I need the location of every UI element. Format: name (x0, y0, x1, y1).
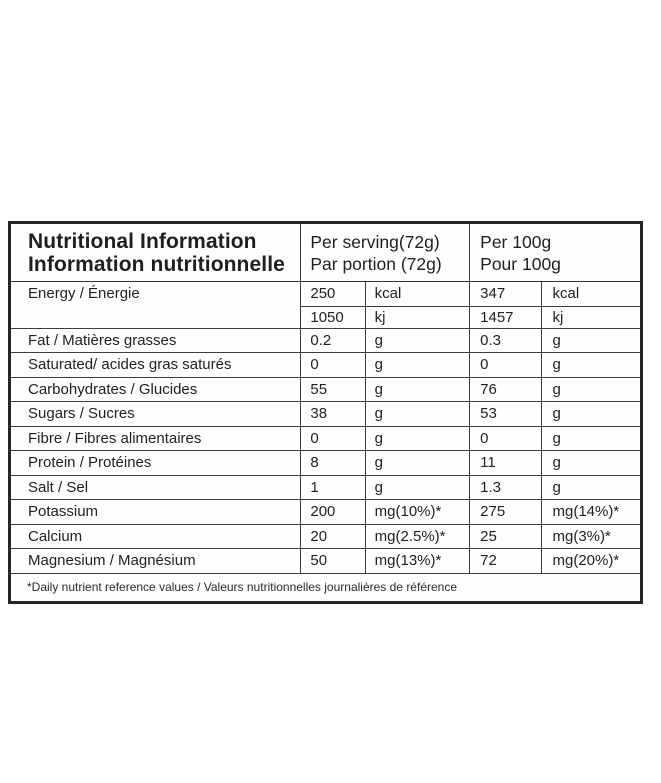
serving-unit: g (365, 426, 470, 451)
nutrient-row (10, 524, 642, 549)
per-100g-line-fr: Pour 100g (480, 253, 561, 274)
serving-value: 50 (301, 549, 365, 574)
per100-unit: mg(3%)* (542, 524, 642, 549)
nutrient-label: Magnesium / Magnésium (10, 549, 301, 574)
footnote-row (10, 573, 642, 602)
per100-value: 1457 (470, 306, 542, 328)
column-header-per-serving (301, 223, 470, 282)
serving-unit: mg(10%)* (365, 500, 470, 525)
per100-unit: mg(20%)* (542, 549, 642, 574)
serving-value: 1 (301, 475, 365, 500)
footnote-text: *Daily nutrient reference values / Valeurs nutritionnelles journalières de référence (10, 573, 642, 602)
nutrient-label: Protein / Protéines (10, 451, 301, 476)
per100-unit: g (542, 402, 642, 427)
nutrient-row-energy (10, 282, 642, 307)
serving-unit: g (365, 475, 470, 500)
per100-unit: kcal (542, 282, 642, 307)
serving-unit: g (365, 402, 470, 427)
per100-unit: mg(14%)* (542, 500, 642, 525)
nutrient-label: Potassium (10, 500, 301, 525)
per100-value: 25 (470, 524, 542, 549)
nutrient-row (10, 475, 642, 500)
serving-unit: g (365, 353, 470, 378)
serving-unit: g (365, 328, 470, 353)
column-header-per-100g (470, 223, 642, 282)
nutrient-label: Calcium (10, 524, 301, 549)
nutrient-row (10, 549, 642, 574)
nutrient-row (10, 426, 642, 451)
per100-value: 11 (470, 451, 542, 476)
serving-value: 250 (301, 282, 365, 307)
nutrient-label: Sugars / Sucres (10, 402, 301, 427)
per100-unit: g (542, 353, 642, 378)
nutrient-label: Salt / Sel (10, 475, 301, 500)
serving-value: 0.2 (301, 328, 365, 353)
serving-unit: kcal (365, 282, 470, 307)
serving-value: 38 (301, 402, 365, 427)
nutrient-label: Saturated/ acides gras saturés (10, 353, 301, 378)
per100-unit: g (542, 377, 642, 402)
nutrient-row (10, 402, 642, 427)
per-serving-line-fr: Par portion (72g) (310, 253, 442, 274)
nutrition-facts-table (8, 221, 643, 604)
nutrient-row (10, 451, 642, 476)
serving-value: 8 (301, 451, 365, 476)
per-serving-line-en: Per serving(72g) (310, 231, 440, 252)
nutrient-label: Fibre / Fibres alimentaires (10, 426, 301, 451)
table-title-en: Nutritional Information (28, 229, 257, 253)
table-title (10, 223, 301, 282)
nutrient-label: Carbohydrates / Glucides (10, 377, 301, 402)
serving-unit: g (365, 377, 470, 402)
nutrient-row (10, 328, 642, 353)
serving-unit: kj (365, 306, 470, 328)
per100-unit: g (542, 475, 642, 500)
serving-unit: mg(13%)* (365, 549, 470, 574)
per100-value: 53 (470, 402, 542, 427)
table-title-fr: Information nutritionnelle (28, 252, 285, 276)
per100-value: 275 (470, 500, 542, 525)
serving-value: 1050 (301, 306, 365, 328)
nutrient-row (10, 353, 642, 378)
serving-unit: g (365, 451, 470, 476)
nutrient-label: Fat / Matières grasses (10, 328, 301, 353)
serving-value: 20 (301, 524, 365, 549)
per100-value: 347 (470, 282, 542, 307)
per100-unit: g (542, 328, 642, 353)
nutrient-row (10, 377, 642, 402)
per100-value: 0.3 (470, 328, 542, 353)
per100-value: 76 (470, 377, 542, 402)
header-row (10, 223, 642, 282)
per-100g-line-en: Per 100g (480, 231, 552, 252)
serving-value: 55 (301, 377, 365, 402)
per100-value: 72 (470, 549, 542, 574)
serving-value: 200 (301, 500, 365, 525)
per100-unit: kj (542, 306, 642, 328)
per100-unit: g (542, 451, 642, 476)
per100-value: 1.3 (470, 475, 542, 500)
serving-value: 0 (301, 426, 365, 451)
per100-unit: g (542, 426, 642, 451)
per100-value: 0 (470, 353, 542, 378)
serving-value: 0 (301, 353, 365, 378)
nutrient-row (10, 500, 642, 525)
per100-value: 0 (470, 426, 542, 451)
nutrient-label: Energy / Énergie (28, 285, 140, 302)
serving-unit: mg(2.5%)* (365, 524, 470, 549)
